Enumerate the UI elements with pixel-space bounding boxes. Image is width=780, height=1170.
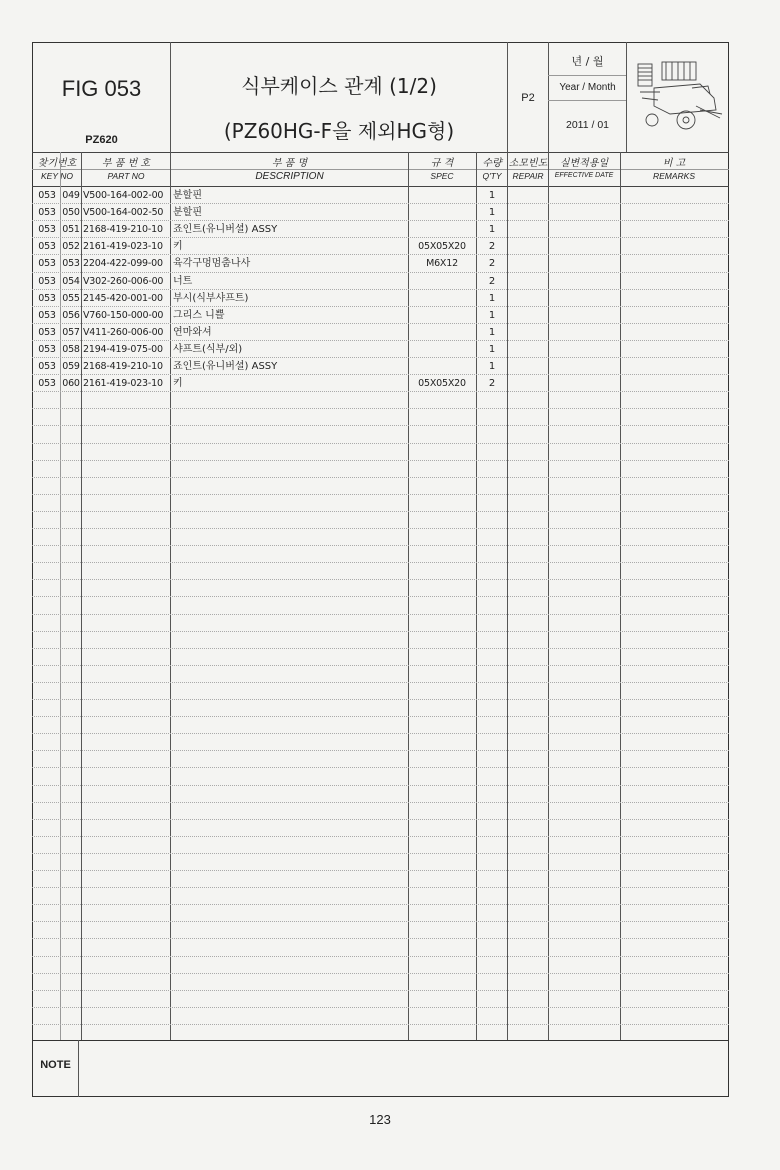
row-line xyxy=(32,819,729,820)
col-repair-en: REPAIR xyxy=(512,171,544,181)
row-line xyxy=(32,904,729,905)
cell-desc: 샤프트(식부/외) xyxy=(173,344,243,355)
note-label: NOTE xyxy=(40,1059,71,1071)
col-desc-en: DESCRIPTION xyxy=(255,171,324,182)
col-qty-ko: 수량 xyxy=(482,158,502,169)
cell-qty: 1 xyxy=(488,207,496,218)
cell-fig: 053 xyxy=(38,344,56,355)
cell-key: 053 xyxy=(62,258,80,269)
cell-spec xyxy=(410,324,474,341)
row-line xyxy=(32,562,729,563)
cell-part: 2145-420-001-00 xyxy=(83,293,163,304)
row-line xyxy=(32,494,729,495)
row-line xyxy=(32,665,729,666)
cell-spec xyxy=(410,290,474,307)
cell-key: 052 xyxy=(62,241,80,252)
row-line xyxy=(32,836,729,837)
row-line xyxy=(32,956,729,957)
cell-spec xyxy=(410,204,474,221)
cell-spec: 05X05X20 xyxy=(418,241,466,252)
cell-spec: 05X05X20 xyxy=(418,378,466,389)
cell-qty: 1 xyxy=(488,327,496,338)
row-line xyxy=(32,1007,729,1008)
header-divider xyxy=(548,100,626,101)
cell-spec xyxy=(410,187,474,204)
cell-fig: 053 xyxy=(38,207,56,218)
cell-spec: M6X12 xyxy=(426,258,458,269)
row-line xyxy=(32,579,729,580)
row-line xyxy=(32,614,729,615)
cell-fig: 053 xyxy=(38,276,56,287)
model-code: PZ620 xyxy=(85,134,118,146)
col-key-ko: 찾기번호 xyxy=(37,158,77,169)
cell-desc: 분할핀 xyxy=(173,207,202,218)
cell-part: 2161-419-023-10 xyxy=(83,378,163,389)
cell-key: 049 xyxy=(62,190,80,201)
cell-qty: 2 xyxy=(488,241,496,252)
header-divider xyxy=(548,75,626,76)
cell-fig: 053 xyxy=(38,190,56,201)
col-part-ko: 부 품 번 호 xyxy=(101,158,151,169)
col-qty-en: Q'TY xyxy=(482,171,502,181)
cell-part: 2161-419-023-10 xyxy=(83,241,163,252)
col-repair-ko: 소모빈도 xyxy=(508,158,548,169)
cell-desc: 너트 xyxy=(173,276,193,287)
column-header-midline xyxy=(32,169,729,170)
row-line xyxy=(32,528,729,529)
cell-key: 060 xyxy=(62,378,80,389)
cell-qty: 2 xyxy=(488,276,496,287)
cell-desc: 그리스 니쁠 xyxy=(173,310,225,321)
col-desc-ko: 부 품 명 xyxy=(271,158,308,169)
row-line xyxy=(32,699,729,700)
cell-desc: 죠인트(유니버셜) ASSY xyxy=(173,224,278,235)
cell-key: 051 xyxy=(62,224,80,235)
machine-illustration xyxy=(630,48,726,146)
cell-key: 059 xyxy=(62,361,80,372)
cell-key: 058 xyxy=(62,344,80,355)
row-line xyxy=(32,750,729,751)
cell-desc: 연마와셔 xyxy=(173,327,212,338)
cell-desc: 부시(식부샤프트) xyxy=(173,293,249,304)
row-line xyxy=(32,460,729,461)
cell-key: 057 xyxy=(62,327,80,338)
note-divider xyxy=(78,1040,79,1097)
cell-fig: 053 xyxy=(38,378,56,389)
cell-part: V411-260-006-00 xyxy=(83,327,164,338)
cell-qty: 1 xyxy=(488,293,496,304)
row-line xyxy=(32,477,729,478)
cell-qty: 1 xyxy=(488,224,496,235)
row-line xyxy=(32,802,729,803)
effective-date: 2011 / 01 xyxy=(565,119,609,131)
cell-key: 056 xyxy=(62,310,80,321)
cell-desc: 죠인트(유니버셜) ASSY xyxy=(173,361,278,372)
cell-fig: 053 xyxy=(38,327,56,338)
row-line xyxy=(32,733,729,734)
col-spec-ko: 규 격 xyxy=(430,158,454,169)
row-line xyxy=(32,682,729,683)
row-line xyxy=(32,785,729,786)
row-line xyxy=(32,631,729,632)
year-month-label-ko: 년 / 월 xyxy=(571,55,604,68)
cell-part: 2168-419-210-10 xyxy=(83,224,163,235)
col-eff-en: EFFECTIVE DATE xyxy=(554,172,614,179)
cell-desc: 키 xyxy=(173,378,183,389)
row-line xyxy=(32,990,729,991)
cell-spec xyxy=(410,273,474,290)
cell-spec xyxy=(410,221,474,238)
col-remarks-ko: 비 고 xyxy=(662,158,686,169)
row-line xyxy=(32,443,729,444)
cell-qty: 1 xyxy=(488,190,496,201)
col-key-en: KEY NO xyxy=(41,171,73,181)
cell-key: 055 xyxy=(62,293,80,304)
row-line xyxy=(32,938,729,939)
page-number: 123 xyxy=(369,1112,391,1127)
cell-fig: 053 xyxy=(38,224,56,235)
cell-key: 050 xyxy=(62,207,80,218)
cell-desc: 분할핀 xyxy=(173,190,202,201)
cell-part: V302-260-006-00 xyxy=(83,276,164,287)
year-month-label-en: Year / Month xyxy=(559,82,616,93)
row-line xyxy=(32,921,729,922)
cell-spec xyxy=(410,341,474,358)
cell-part: 2194-419-075-00 xyxy=(83,344,163,355)
cell-part: V760-150-000-00 xyxy=(83,310,164,321)
fig-number: FIG 053 xyxy=(61,76,142,101)
cell-part: V500-164-002-50 xyxy=(83,207,164,218)
cell-spec xyxy=(410,358,474,375)
cell-qty: 2 xyxy=(488,258,496,269)
row-line xyxy=(32,425,729,426)
cell-fig: 053 xyxy=(38,361,56,372)
row-line xyxy=(32,853,729,854)
row-line xyxy=(32,511,729,512)
cell-fig: 053 xyxy=(38,241,56,252)
row-line xyxy=(32,887,729,888)
row-line xyxy=(32,767,729,768)
cell-fig: 053 xyxy=(38,293,56,304)
cell-part: 2204-422-099-00 xyxy=(83,258,163,269)
row-line xyxy=(32,1024,729,1025)
row-line xyxy=(32,408,729,409)
cell-qty: 1 xyxy=(488,310,496,321)
note-top-line xyxy=(32,1040,729,1041)
cell-spec xyxy=(410,307,474,324)
col-remarks-en: REMARKS xyxy=(652,171,696,181)
page-subtitle: (PZ60HG-F을 제외HG형) xyxy=(223,119,455,143)
row-line xyxy=(32,716,729,717)
cell-key: 054 xyxy=(62,276,80,287)
cell-qty: 1 xyxy=(488,344,496,355)
col-spec-en: SPEC xyxy=(430,171,454,181)
cell-desc: 육각구멍멈춤나사 xyxy=(173,258,251,269)
row-line xyxy=(32,545,729,546)
cell-fig: 053 xyxy=(38,310,56,321)
row-line xyxy=(32,870,729,871)
cell-desc: 키 xyxy=(173,241,183,252)
row-line xyxy=(32,596,729,597)
cell-qty: 2 xyxy=(488,378,496,389)
page-code: P2 xyxy=(521,92,535,104)
cell-fig: 053 xyxy=(38,258,56,269)
page-title: 식부케이스 관계 (1/2) xyxy=(241,74,437,98)
cell-part: 2168-419-210-10 xyxy=(83,361,163,372)
header-bottom-line xyxy=(32,152,729,153)
col-part-en: PART NO xyxy=(107,171,145,181)
row-line xyxy=(32,973,729,974)
cell-part: V500-164-002-00 xyxy=(83,190,164,201)
header-divider xyxy=(626,42,627,152)
row-line xyxy=(32,648,729,649)
cell-qty: 1 xyxy=(488,361,496,372)
col-eff-ko: 실변적용일 xyxy=(559,158,609,169)
